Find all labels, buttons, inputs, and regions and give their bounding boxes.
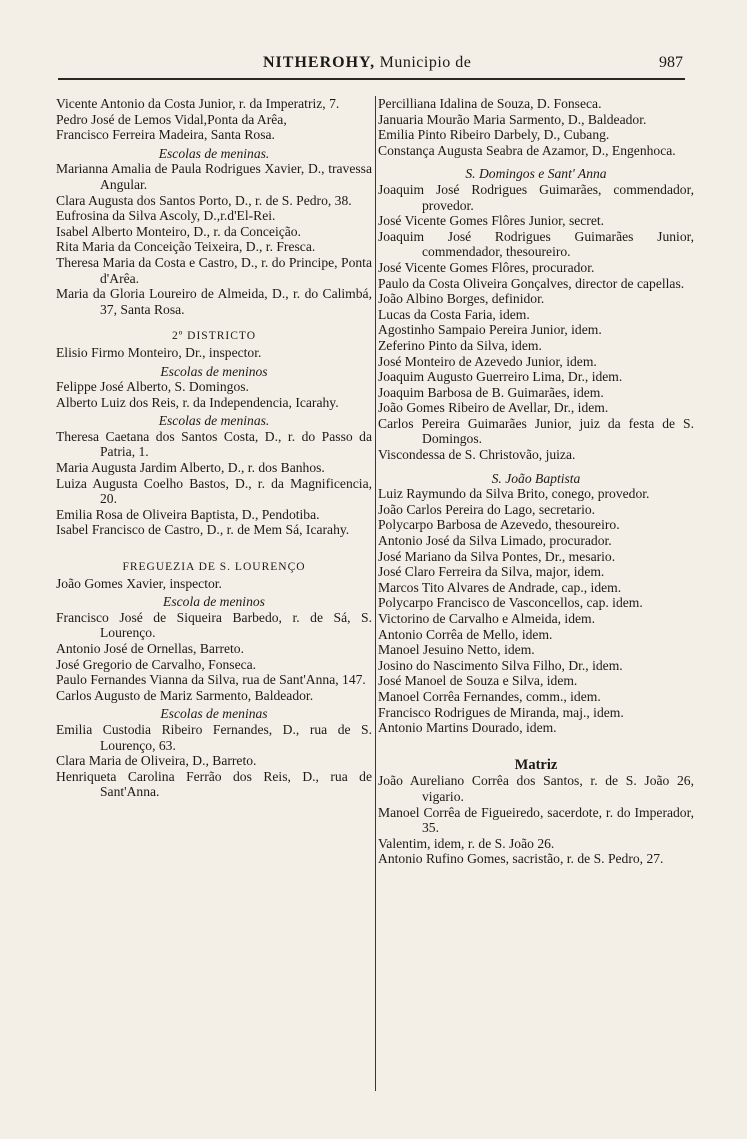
entry: Alberto Luiz dos Reis, r. da Independencia, Icarahy. [56,394,339,410]
entry: Francisco José de Siqueira Barbedo, r. de Sá, S. Lourenço. [56,609,372,641]
entry: José Manoel de Souza e Silva, idem. [378,673,578,689]
section-heading: S. João Baptista [491,470,581,486]
entry: João Albino Borges, definidor. [378,291,545,307]
entry: Joaquim José Rodrigues Guimarães Junior, commendador, thesoureiro. [378,228,694,260]
entry: José Mariano da Silva Pontes, Dr., mesario. [378,548,616,564]
right-column [378,96,694,867]
entry: Agostinho Sampaio Pereira Junior, idem. [378,322,602,338]
entry: Theresa Caetana dos Santos Costa, D., r. do Passo da Patria, 1. [56,428,372,460]
entry: João Carlos Pereira do Lago, secretario. [378,501,596,517]
entry: Clara Maria de Oliveira, D., Barreto. [56,753,257,769]
entry: Constança Augusta Seabra de Azamor, D., Engenhoca. [378,142,676,158]
running-title [263,54,471,72]
parish-heading: FREGUEZIA DE S. LOURENÇO [122,561,306,574]
entry: Felippe José Alberto, S. Domingos. [56,379,249,395]
section-heading: Escolas de meninas [160,706,268,722]
entry: Josino do Nascimento Silva Filho, Dr., idem. [378,657,623,673]
column-divider [375,96,376,1091]
page-number: 987 [659,54,683,71]
running-title-bold: NITHEROHY, [263,54,376,71]
section-heading: Escolas de meninas. [158,145,270,161]
entry: Emilia Pinto Ribeiro Darbely, D., Cubang. [378,127,610,143]
running-title-rest: Municipio de [379,54,472,71]
spacer [56,538,372,548]
page-header [58,54,683,78]
entry: Polycarpo Barbosa de Azevedo, thesoureiro. [378,517,620,533]
entry: Carlos Augusto de Mariz Sarmento, Baldeador. [56,687,314,703]
entry: Manoel Jesuino Netto, idem. [378,642,535,658]
entry: Victorino de Carvalho e Almeida, idem. [378,611,596,626]
entry: Antonio José de Ornellas, Barreto. [56,641,245,656]
entry: Luiza Augusta Coelho Bastos, D., r. da Magnificencia, 20. [56,475,372,507]
header-rule [58,78,685,80]
entry: Eufrosina da Silva Ascoly, D.,r.d'El-Rei. [56,208,276,224]
entry: Theresa Maria da Costa e Castro, D., r. do Principe, Ponta d'Arêa. [56,254,372,286]
entry: Isabel Alberto Monteiro, D., r. da Conceição. [56,223,301,239]
entry: João Gomes Ribeiro de Avellar, Dr., idem. [378,400,609,416]
entry: José Monteiro de Azevedo Junior, idem. [378,353,597,369]
entry: Emilia Rosa de Oliveira Baptista, D., Pendotiba. [56,506,320,522]
entry: Maria da Gloria Loureiro de Almeida, D., r. do Calimbá, 37, Santa Rosa. [56,286,372,317]
entry: Henriqueta Carolina Ferrão dos Reis, D., rua de Sant'Anna. [56,768,372,800]
entry: Joaquim Barbosa de B. Guimarães, idem. [378,384,604,400]
entry: Carlos Pereira Guimarães Junior, juiz da festa de S. Domingos. [378,415,694,447]
entry: Antonio Martins Dourado, idem. [378,720,557,736]
entry: Paulo Fernandes Vianna da Silva, rua de Sant'Anna, 147. [56,672,366,688]
entry: Percilliana Idalina de Souza, D. Fonseca. [378,96,602,111]
entry: Maria Augusta Jardim Alberto, D., r. dos Banhos. [56,460,325,476]
section-heading: Escolas de meninas. [158,413,270,429]
entry: Francisco Ferreira Madeira, Santa Rosa. [56,127,275,143]
entry: Marcos Tito Alvares de Andrade, cap., idem. [378,579,622,595]
entry: João Aureliano Corrêa dos Santos, r. de S. João 26, vigario. [378,773,694,804]
entry: José Vicente Gomes Flôres Junior, secret. [378,213,605,229]
entry: João Gomes Xavier, inspector. [56,575,222,591]
section-heading-matriz: Matriz [514,756,558,773]
entry: Clara Augusta dos Santos Porto, D., r. de S. Pedro, 38. [56,192,352,208]
section-heading: Escola de meninos [163,594,265,610]
entry: Polycarpo Francisco de Vasconcellos, cap. idem. [378,595,643,611]
entry: Isabel Francisco de Castro, D., r. de Mem Sá, Icarahy. [56,522,350,538]
section-heading: Escolas de meninos [160,363,268,379]
entry: Paulo da Costa Oliveira Gonçalves, director de capellas. [378,275,685,291]
entry: Valentim, idem, r. de S. João 26. [378,835,555,851]
district-heading: 2º DISTRICTO [171,330,257,343]
entry: José Claro Ferreira da Silva, major, idem. [378,564,605,580]
entry: José Gregorio de Carvalho, Fonseca. [56,656,257,672]
entry: Emilia Custodia Ribeiro Fernandes, D., rua de S. Lourenço, 63. [56,721,372,753]
entry: Antonio Corrêa de Mello, idem. [378,626,553,642]
entry: Antonio Rufino Gomes, sacristão, r. de S. Pedro, 27. [378,851,664,867]
left-column [56,96,372,800]
entry: Lucas da Costa Faria, idem. [378,306,530,322]
entry: Antonio José da Silva Limado, procurador. [378,533,612,549]
entry: Zeferino Pinto da Silva, idem. [378,337,542,353]
entry: José Vicente Gomes Flôres, procurador. [378,259,595,275]
entry: Vicente Antonio da Costa Junior, r. da Imperatriz, 7. [56,96,340,111]
entry: Manoel Corrêa de Figueiredo, sacerdote, r. do Imperador, 35. [378,804,694,836]
entry: Elisio Firmo Monteiro, Dr., inspector. [56,344,262,360]
entry: Luiz Raymundo da Silva Brito, conego, provedor. [378,486,650,502]
entry: Viscondessa de S. Christovão, juiza. [378,447,576,463]
section-heading: S. Domingos e Sant' Anna [465,166,607,182]
entry: Januaria Mourão Maria Sarmento, D., Baldeador. [378,111,647,127]
entry: Joaquim José Rodrigues Guimarães, commendador, provedor. [378,181,694,213]
entry: Pedro José de Lemos Vidal,Ponta da Arêa, [56,111,287,127]
entry: Marianna Amalia de Paula Rodrigues Xavier, D., travessa Angular. [56,161,372,192]
entry: Joaquim Augusto Guerreiro Lima, Dr., idem. [378,369,623,385]
entry: Rita Maria da Conceição Teixeira, D., r. Fresca. [56,239,316,255]
entry: Francisco Rodrigues de Miranda, maj., idem. [378,704,624,720]
entry: Manoel Corrêa Fernandes, comm., idem. [378,688,601,704]
